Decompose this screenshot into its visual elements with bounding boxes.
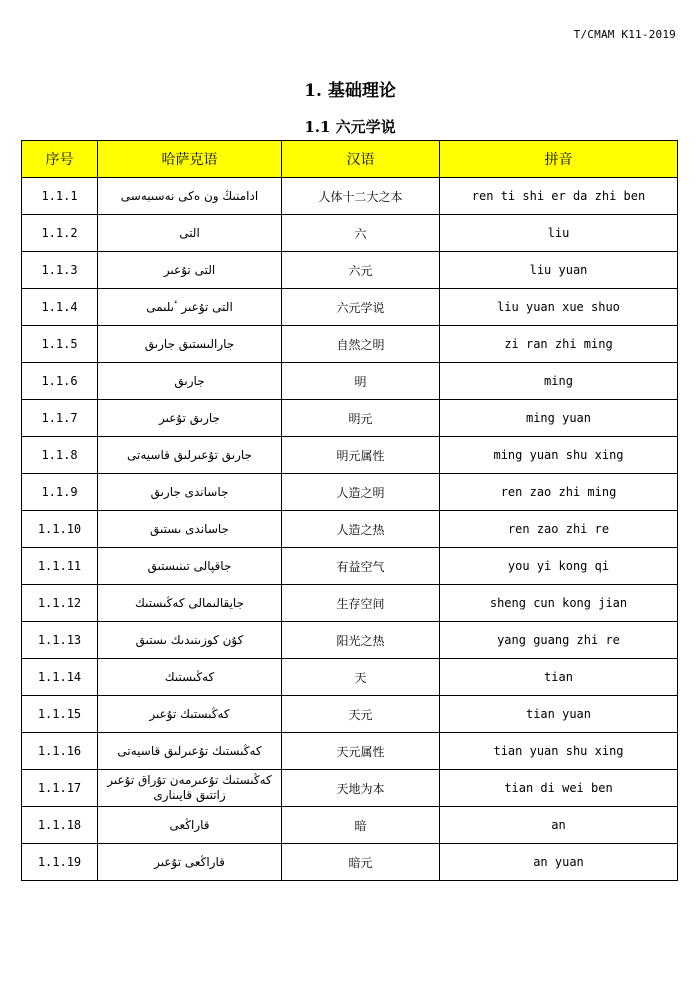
cell-chinese: 明元 — [282, 400, 440, 437]
cell-number: 1.1.8 — [22, 437, 98, 474]
cell-pinyin: ming — [440, 363, 678, 400]
cell-chinese: 人造之热 — [282, 511, 440, 548]
cell-chinese: 天元 — [282, 696, 440, 733]
cell-pinyin: liu — [440, 215, 678, 252]
cell-pinyin: tian yuan — [440, 696, 678, 733]
cell-number: 1.1.6 — [22, 363, 98, 400]
cell-chinese: 暗 — [282, 807, 440, 844]
cell-chinese: 生存空间 — [282, 585, 440, 622]
cell-pinyin: you yi kong qi — [440, 548, 678, 585]
cell-chinese: 人造之明 — [282, 474, 440, 511]
cell-number: 1.1.12 — [22, 585, 98, 622]
cell-chinese: 自然之明 — [282, 326, 440, 363]
cell-pinyin: an yuan — [440, 844, 678, 881]
cell-kazakh: كەڭىستىك تۇعىر — [98, 696, 282, 733]
column-header-pinyin: 拼音 — [440, 141, 678, 178]
table-row — [22, 326, 678, 363]
cell-number: 1.1.17 — [22, 770, 98, 807]
cell-kazakh: التى تۇعىر — [98, 252, 282, 289]
column-header-kazakh: 哈萨克语 — [98, 141, 282, 178]
section-title: 1.1 六元学说 — [304, 118, 396, 136]
cell-kazakh: كەڭىستىك تۇعىرلىق قاسيەتى — [98, 733, 282, 770]
table-row — [22, 400, 678, 437]
cell-chinese: 天元属性 — [282, 733, 440, 770]
column-header-number: 序号 — [22, 141, 98, 178]
terms-table — [21, 140, 678, 881]
cell-chinese: 明 — [282, 363, 440, 400]
cell-chinese: 暗元 — [282, 844, 440, 881]
cell-number: 1.1.2 — [22, 215, 98, 252]
table-row — [22, 363, 678, 400]
table-row — [22, 289, 678, 326]
table-row — [22, 733, 678, 770]
table-row — [22, 770, 678, 807]
table-row — [22, 659, 678, 696]
cell-pinyin: zi ran zhi ming — [440, 326, 678, 363]
cell-chinese: 六 — [282, 215, 440, 252]
cell-kazakh: جارالىستىق جارىق — [98, 326, 282, 363]
cell-pinyin: ren ti shi er da zhi ben — [440, 178, 678, 215]
table-body — [22, 178, 678, 881]
cell-chinese: 天 — [282, 659, 440, 696]
table-row — [22, 844, 678, 881]
cell-pinyin: tian — [440, 659, 678, 696]
cell-chinese: 六元学说 — [282, 289, 440, 326]
cell-pinyin: sheng cun kong jian — [440, 585, 678, 622]
cell-number: 1.1.10 — [22, 511, 98, 548]
cell-number: 1.1.1 — [22, 178, 98, 215]
cell-pinyin: ming yuan shu xing — [440, 437, 678, 474]
cell-pinyin: ming yuan — [440, 400, 678, 437]
cell-chinese: 人体十二大之本 — [282, 178, 440, 215]
table-row — [22, 622, 678, 659]
cell-pinyin: ren zao zhi re — [440, 511, 678, 548]
cell-number: 1.1.16 — [22, 733, 98, 770]
cell-kazakh: قاراڭعى تۇعىر — [98, 844, 282, 881]
document-code: T/CMAM K11-2019 — [573, 28, 676, 41]
cell-pinyin: an — [440, 807, 678, 844]
table-row — [22, 548, 678, 585]
cell-pinyin: tian yuan shu xing — [440, 733, 678, 770]
chapter-title: 1. 基础理论 — [304, 81, 396, 101]
cell-number: 1.1.9 — [22, 474, 98, 511]
table-row — [22, 696, 678, 733]
cell-kazakh: التى — [98, 215, 282, 252]
table-row — [22, 215, 678, 252]
cell-kazakh: ادامنىڭ ون ەكى نەسىبەسى — [98, 178, 282, 215]
cell-pinyin: yang guang zhi re — [440, 622, 678, 659]
cell-number: 1.1.13 — [22, 622, 98, 659]
cell-chinese: 明元属性 — [282, 437, 440, 474]
cell-number: 1.1.19 — [22, 844, 98, 881]
cell-kazakh: جاقپالى تىنىستىق — [98, 548, 282, 585]
cell-kazakh: جارىق — [98, 363, 282, 400]
table-row — [22, 585, 678, 622]
table-row — [22, 511, 678, 548]
cell-number: 1.1.14 — [22, 659, 98, 696]
table-row — [22, 178, 678, 215]
cell-kazakh: التى تۇعىر ٴىلىمى — [98, 289, 282, 326]
cell-kazakh: جارىق تۇعىرلىق قاسيەتى — [98, 437, 282, 474]
cell-kazakh: جاساندى ىستىق — [98, 511, 282, 548]
cell-kazakh: كەڭىستىك — [98, 659, 282, 696]
table-row — [22, 474, 678, 511]
cell-kazakh: كەڭىستىك تۇعىرمەن تۇراق تۇعىر زاتتىق قايىنارى — [98, 770, 282, 807]
cell-pinyin: liu yuan xue shuo — [440, 289, 678, 326]
cell-number: 1.1.7 — [22, 400, 98, 437]
cell-kazakh: قاراڭعى — [98, 807, 282, 844]
cell-number: 1.1.4 — [22, 289, 98, 326]
table-row — [22, 437, 678, 474]
cell-pinyin: liu yuan — [440, 252, 678, 289]
column-header-chinese: 汉语 — [282, 141, 440, 178]
cell-number: 1.1.11 — [22, 548, 98, 585]
cell-chinese: 阳光之热 — [282, 622, 440, 659]
cell-kazakh: كۇن كوزىنىدىك ىستىق — [98, 622, 282, 659]
cell-pinyin: ren zao zhi ming — [440, 474, 678, 511]
table-header — [22, 141, 678, 178]
cell-pinyin: tian di wei ben — [440, 770, 678, 807]
table-row — [22, 252, 678, 289]
header-row — [22, 141, 678, 178]
table-row — [22, 807, 678, 844]
cell-kazakh: جاساندى جارىق — [98, 474, 282, 511]
cell-kazakh: جايقالىمالى كەڭىستىك — [98, 585, 282, 622]
cell-number: 1.1.18 — [22, 807, 98, 844]
cell-number: 1.1.5 — [22, 326, 98, 363]
cell-kazakh: جارىق تۇعىر — [98, 400, 282, 437]
cell-number: 1.1.15 — [22, 696, 98, 733]
cell-number: 1.1.3 — [22, 252, 98, 289]
cell-chinese: 天地为本 — [282, 770, 440, 807]
cell-chinese: 有益空气 — [282, 548, 440, 585]
cell-chinese: 六元 — [282, 252, 440, 289]
